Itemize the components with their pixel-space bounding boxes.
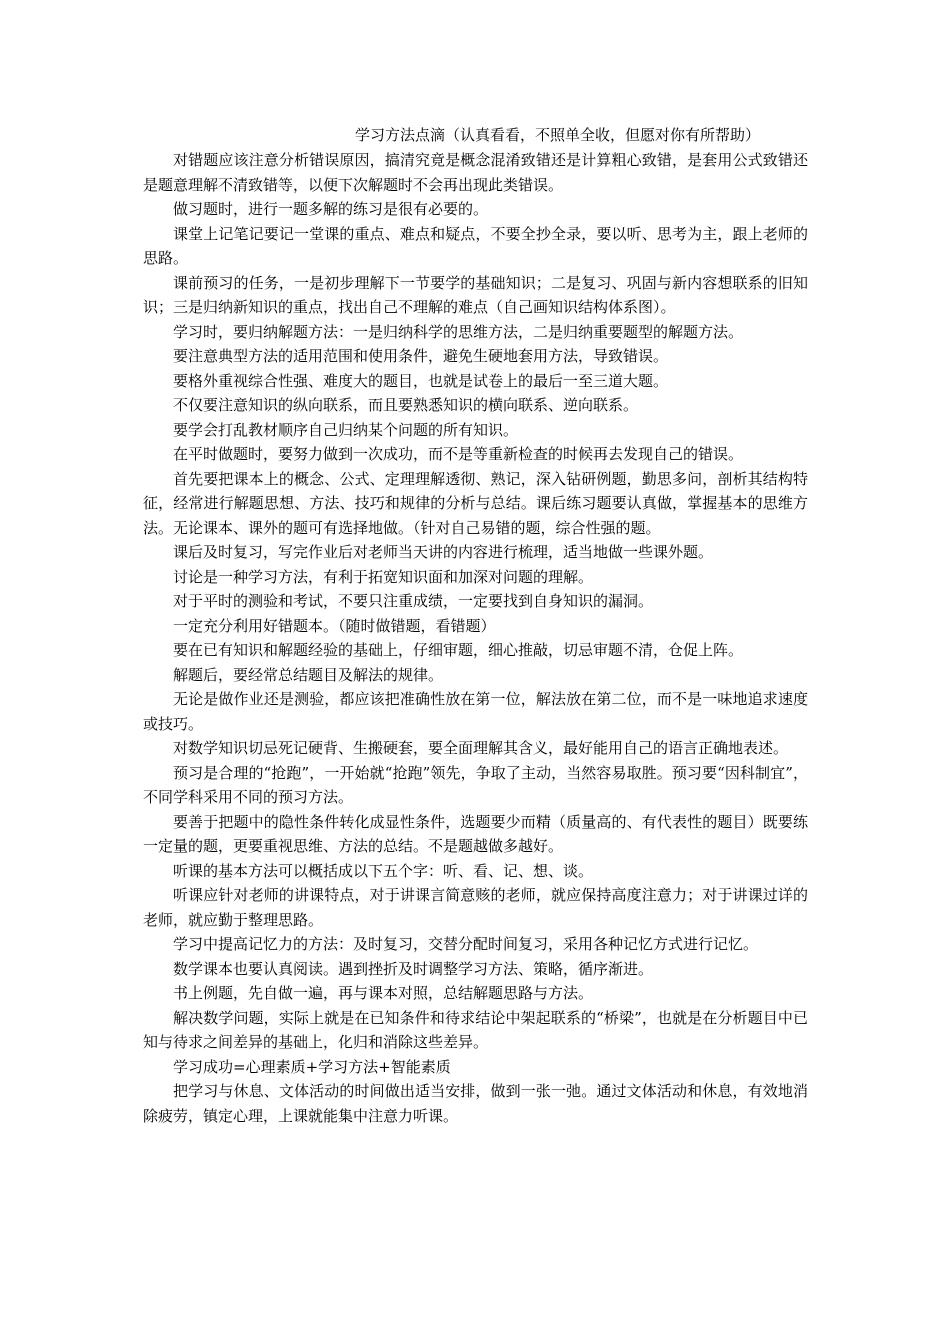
- paragraph: 要注意典型方法的适用范围和使用条件，避免生硬地套用方法，导致错误。: [173, 347, 669, 365]
- paragraph: 学习时，要归纳解题方法：一是归纳科学的思维方法，二是归纳重要题型的解题方法。: [173, 322, 744, 341]
- paragraph: 要在已有知识和解题经验的基础上，仔细审题，细心推敲，切忌审题不清，仓促上阵。: [173, 641, 744, 659]
- paragraph: 要格外重视综合性强、难度大的题目，也就是试卷上的最后一至三道大题。: [173, 371, 669, 390]
- paragraph: 课堂上记笔记要记一堂课的重点、难点和疑点，不要全抄全录，要以听、思考为主，跟上老师的思路。: [143, 224, 808, 267]
- paragraph: 在平时做题时，要努力做到一次成功，而不是等重新检查的时候再去发现自己的错误。: [173, 445, 744, 463]
- document-page: [143, 123, 808, 1128]
- paragraph: 解决数学问题，实际上就是在已知条件和待求结论中架起联系的“桥梁”，也就是在分析题目中已知与待求之间差异的基础上，化归和消除这些差异。: [143, 1008, 808, 1051]
- paragraph: 数学课本也要认真阅读。遇到挫折及时调整学习方法、策略，循序渐进。: [173, 959, 654, 978]
- paragraph: 无论是做作业还是测验，都应该把准确性放在第一位，解法放在第二位，而不是一味地追求速度或技巧。: [143, 690, 808, 733]
- paragraph: 书上例题，先自做一遍，再与课本对照，总结解题思路与方法。: [173, 984, 594, 1002]
- document-body: [143, 148, 808, 1128]
- paragraph: 要善于把题中的隐性条件转化成显性条件，选题要少而精（质量高的、有代表性的题目）既要练一定量的题，更要重视思维、方法的总结。不是题越做多越好。: [143, 812, 808, 855]
- document-title: 学习方法点滴（认真看看，不照单全收，但愿对你有所帮助）: [355, 126, 761, 144]
- paragraph: 首先要把课本上的概念、公式、定理理解透彻、熟记，深入钻研例题，勤思多问，剖析其结构特征，经常进行解题思想、方法、技巧和规律的分析与总结。课后练习题要认真做，掌握基本的思维方法。无论课本、课外的题可有选择地做。（针对自己易错的题，综合性强的题。: [143, 469, 808, 537]
- paragraph: 学习成功=心理素质+学习方法+智能素质: [173, 1057, 451, 1076]
- paragraph: 对错题应该注意分析错误原因，搞清究竟是概念混淆致错还是计算粗心致错，是套用公式致错还是题意理解不清致错等，以便下次解题时不会再出现此类错误。: [143, 151, 808, 194]
- paragraph: 对数学知识切忌死记硬背、生搬硬套，要全面理解其含义，最好能用自己的语言正确地表述。: [173, 739, 789, 757]
- paragraph: 课前预习的任务，一是初步理解下一节要学的基础知识；二是复习、巩固与新内容想联系的旧知识；三是归纳新知识的重点，找出自己不理解的难点（自己画知识结构体系图）。: [143, 273, 808, 316]
- paragraph: 要学会打乱教材顺序自己归纳某个问题的所有知识。: [173, 420, 519, 439]
- paragraph: 对于平时的测验和考试，不要只注重成绩，一定要找到自身知识的漏洞。: [173, 592, 654, 610]
- paragraph: 学习中提高记忆力的方法：及时复习，交替分配时间复习，采用各种记忆方式进行记忆。: [173, 935, 759, 953]
- paragraph: 一定充分利用好错题本。（随时做错题，看错题）: [173, 616, 496, 635]
- paragraph: 解题后，要经常总结题目及解法的规律。: [173, 665, 444, 684]
- paragraph: 讨论是一种学习方法，有利于拓宽知识面和加深对问题的理解。: [173, 567, 594, 586]
- paragraph: 把学习与休息、文体活动的时间做出适当安排，做到一张一弛。通过文体活动和休息，有效地消除疲劳，镇定心理，上课就能集中注意力听课。: [143, 1082, 808, 1125]
- paragraph: 做习题时，进行一题多解的练习是很有必要的。: [173, 200, 489, 218]
- paragraph: 不仅要注意知识的纵向联系，而且要熟悉知识的横向联系、逆向联系。: [173, 396, 639, 414]
- paragraph: 听课的基本方法可以概括成以下五个字：听、看、记、想、谈。: [173, 861, 594, 880]
- paragraph: 听课应针对老师的讲课特点，对于讲课言简意赅的老师，就应保持高度注意力；对于讲课过详的老师，就应勤于整理思路。: [143, 886, 808, 929]
- paragraph: 课后及时复习，写完作业后对老师当天讲的内容进行梳理，适当地做一些课外题。: [173, 543, 714, 561]
- paragraph: 预习是合理的“抢跑”，一开始就“抢跑”领先，争取了主动，当然容易取胜。预习要“因科制宜”，不同学科采用不同的预习方法。: [143, 763, 808, 806]
